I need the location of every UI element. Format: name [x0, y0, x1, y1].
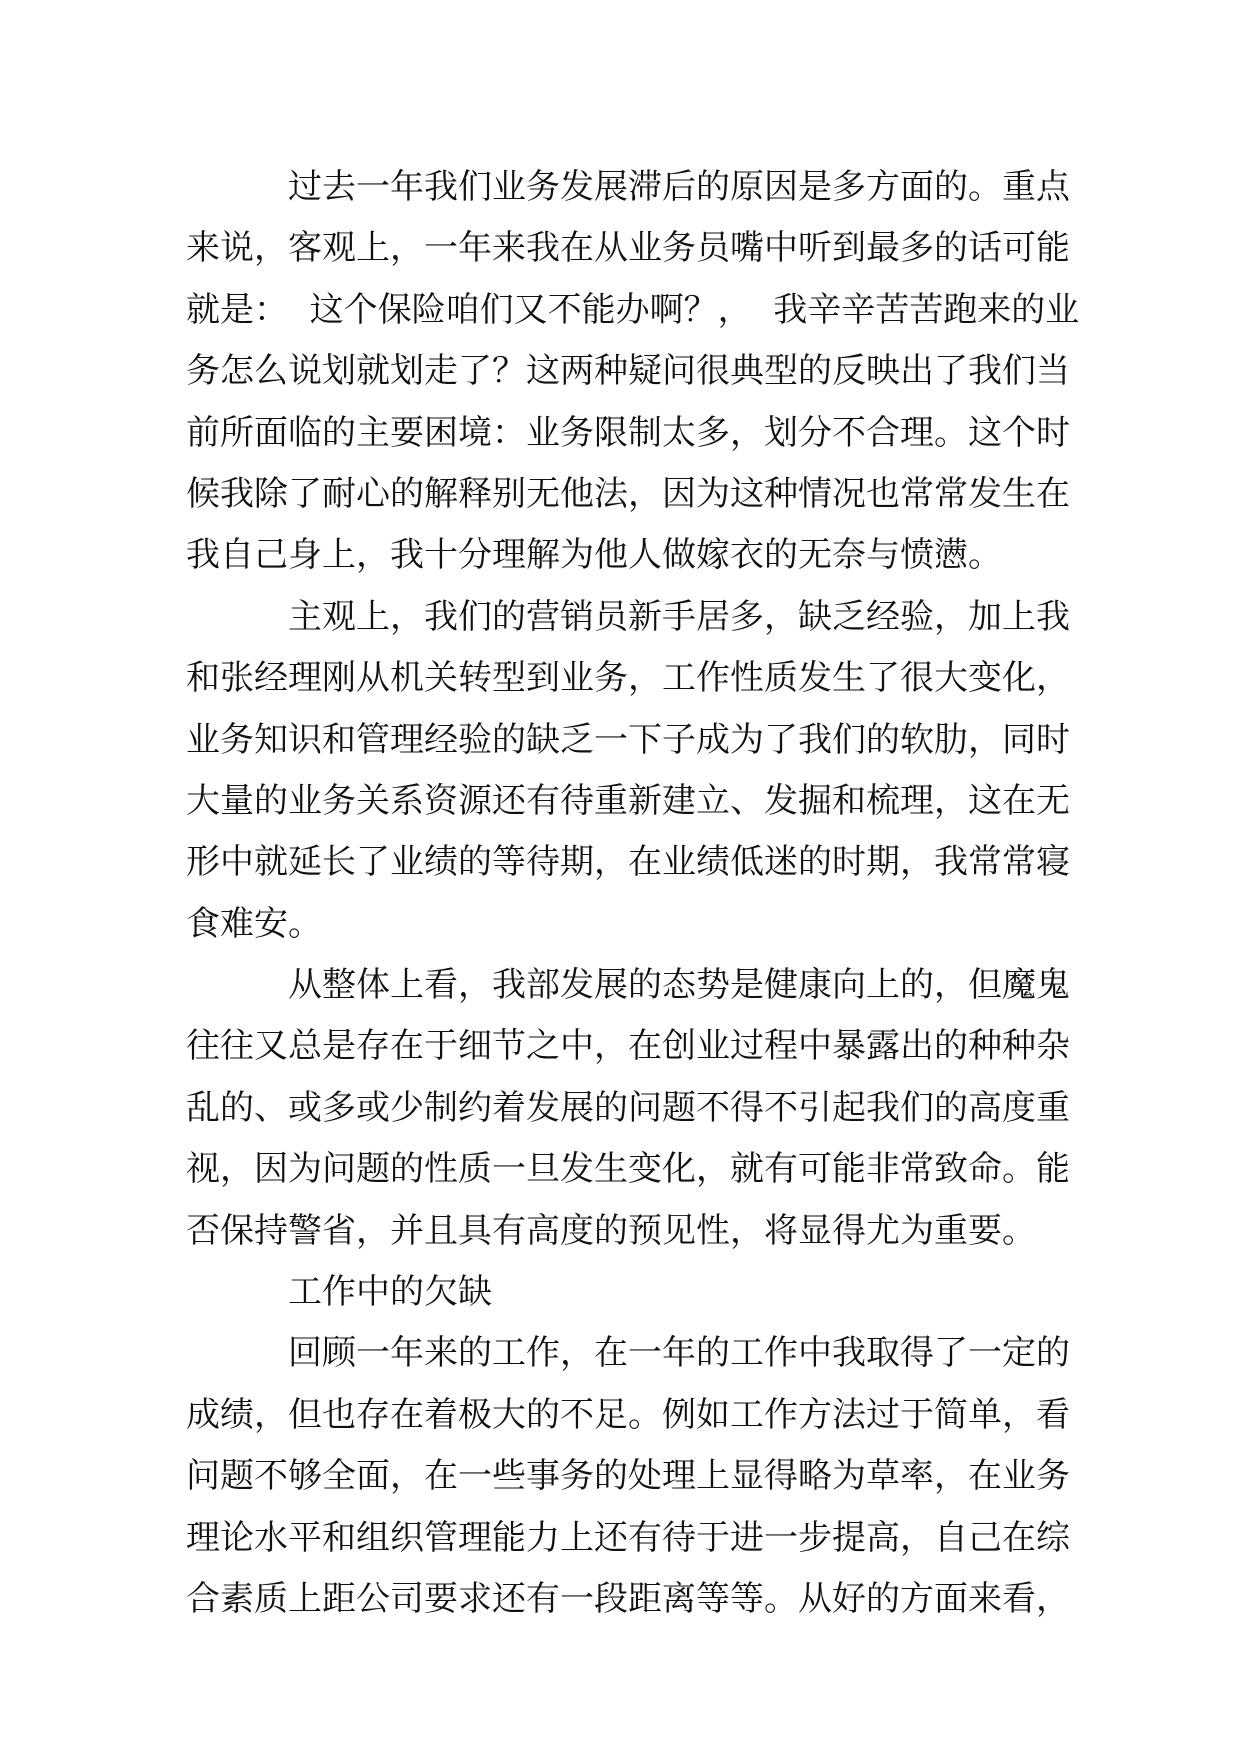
text-line: 就是： 这个保险咱们又不能办啊？， 我辛辛苦苦跑来的业: [186, 289, 1080, 330]
paragraph-3: [186, 955, 1070, 1262]
document-body: [186, 157, 1080, 1630]
text-line: 理论水平和组织管理能力上还有待于进一步提高，自己在综: [186, 1517, 1070, 1558]
text-line: 来说，客观上，一年来我在从业务员嘴中听到最多的话可能: [186, 228, 1070, 269]
text-line: 和张经理刚从机关转型到业务，工作性质发生了很大变化，: [186, 658, 1070, 699]
text-line: 回顾一年来的工作，在一年的工作中我取得了一定的: [288, 1333, 1070, 1374]
paragraph-5: [186, 1323, 1070, 1630]
section-heading: [186, 1262, 1050, 1323]
text-line: 过去一年我们业务发展滞后的原因是多方面的。重点: [288, 167, 1070, 207]
text-line: 务怎么说划就划走了？这两种疑问很典型的反映出了我们当: [186, 351, 1070, 392]
text-line: 从整体上看，我部发展的态势是健康向上的，但魔鬼: [288, 965, 1070, 1006]
text-line: 业务知识和管理经验的缺乏一下子成为了我们的软肋，同时: [186, 719, 1070, 760]
text-line: 前所面临的主要困境：业务限制太多，划分不合理。这个时: [186, 412, 1070, 453]
text-line: 我自己身上，我十分理解为他人做嫁衣的无奈与愤懑。: [186, 535, 1002, 576]
text-line: 往往又总是存在于细节之中，在创业过程中暴露出的种种杂: [186, 1026, 1070, 1067]
paragraph-2: [186, 587, 1070, 955]
heading-text: 工作中的欠缺: [288, 1272, 492, 1313]
text-line: 乱的、或多或少制约着发展的问题不得不引起我们的高度重: [186, 1087, 1070, 1128]
text-line: 成绩，但也存在着极大的不足。例如工作方法过于简单，看: [186, 1394, 1070, 1435]
text-line: 形中就延长了业绩的等待期，在业绩低迷的时期，我常常寝: [186, 842, 1070, 883]
text-line: 合素质上距公司要求还有一段距离等等。从好的方面来看，: [186, 1578, 1070, 1619]
text-line: 视，因为问题的性质一旦发生变化，就有可能非常致命。能: [186, 1149, 1070, 1190]
text-line: 大量的业务关系资源还有待重新建立、发掘和梳理，这在无: [186, 780, 1070, 821]
text-line: 主观上，我们的营销员新手居多，缺乏经验，加上我: [288, 596, 1070, 637]
paragraph-1: [186, 157, 1080, 587]
text-line: 候我除了耐心的解释别无他法，因为这种情况也常常发生在: [186, 473, 1070, 514]
text-line: 问题不够全面，在一些事务的处理上显得略为草率，在业务: [186, 1456, 1070, 1497]
text-line: 否保持警省，并且具有高度的预见性，将显得尤为重要。: [186, 1210, 1036, 1251]
text-line: 食难安。: [186, 903, 322, 944]
